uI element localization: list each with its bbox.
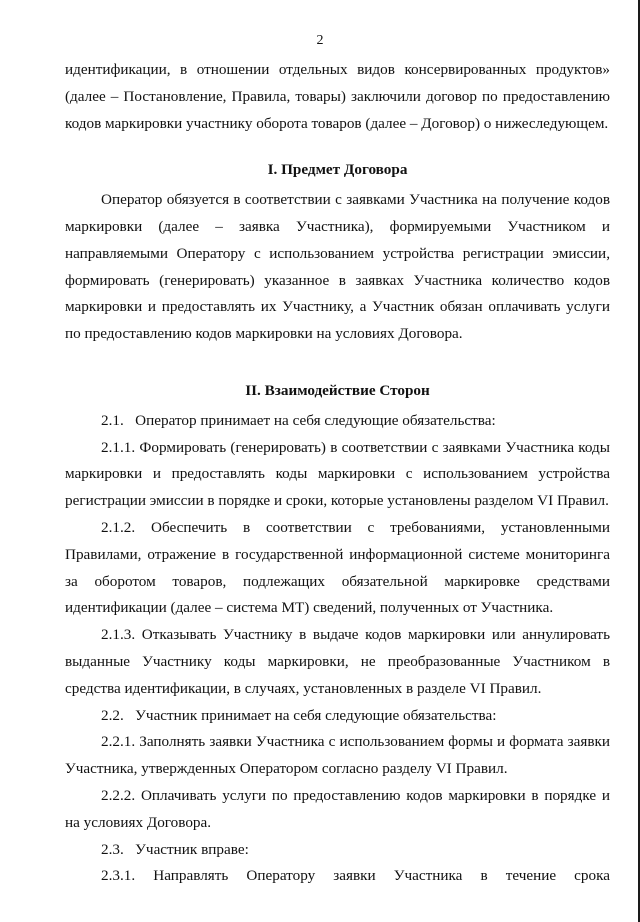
- section-1-paragraph: Оператор обязуется в соответствии с заявками Участника на получение кодов маркировки (далее – заявка Участника), формируемыми Участником и направляемыми Оператору с использованием устройства регистрации эмиссии, формировать (генерировать) указанное в заявках Участника количество кодов маркировки и предоставлять их Участнику, а Участник обязан оплачивать услуги по предоставлению кодов маркировки на условиях Договора.: [65, 191, 610, 343]
- clause-2-3-1: 2.3.1. Направлять Оператору заявки Участника в течение срока: [101, 867, 610, 885]
- clause-2-1: 2.1. Оператор принимает на себя следующие обязательства:: [101, 411, 496, 429]
- section-1-title: I. Предмет Договора: [267, 161, 408, 179]
- page-number: 2: [316, 33, 324, 48]
- document-body: [65, 57, 610, 890]
- clause-2-3: 2.3. Участник вправе:: [101, 840, 249, 858]
- clause-2-2-1: 2.2.1. Заполнять заявки Участника с использованием формы и формата заявки Участника, утвержденных Оператором согласно разделу VI Правил.: [65, 733, 610, 778]
- clause-2-1-3: 2.1.3. Отказывать Участнику в выдаче кодов маркировки или аннулировать выданные Участнику коды маркировки, не преобразованные Участником в средства идентификации, в случаях, установленных в разделе VI Правил.: [65, 626, 610, 697]
- clause-2-1-2: 2.1.2. Обеспечить в соответствии с требованиями, установленными Правилами, отражение в государственной информационной системе мониторинга за оборотом товаров, подлежащих обязательной маркировке средствами идентификации (далее – система МТ) сведений, полученных от Участника.: [65, 518, 610, 617]
- clause-2-2-2: 2.2.2. Оплачивать услуги по предоставлению кодов маркировки в порядке и на условиях Договора.: [65, 786, 610, 831]
- section-2-title: II. Взаимодействие Сторон: [245, 381, 430, 399]
- clause-2-1-1: 2.1.1. Формировать (генерировать) в соответствии с заявками Участника коды маркировки и предоставлять коды маркировки с использованием устройства регистрации эмиссии в порядке и сроки, которые установлены разделом VI Правил.: [65, 438, 610, 510]
- intro-paragraph: идентификации, в отношении отдельных видов консервированных продуктов» (далее – Постановление, Правила, товары) заключили договор по предоставлению кодов маркировки участнику оборота товаров (далее – Договор) о нижеследующем.: [65, 61, 610, 132]
- clause-2-2: 2.2. Участник принимает на себя следующие обязательства:: [101, 706, 497, 724]
